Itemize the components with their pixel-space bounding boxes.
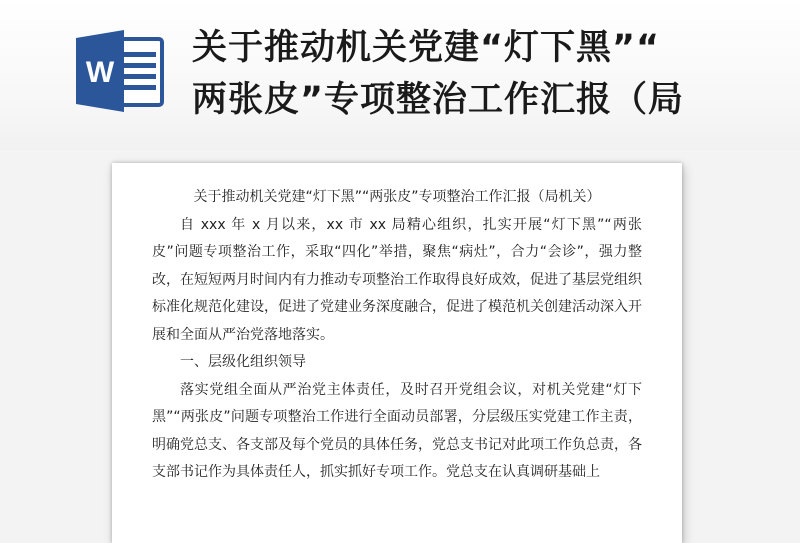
document-page <box>112 163 682 543</box>
document-title: 关于推动机关党建“灯下黑”“两张皮”专项整治工作汇报（局机关） <box>193 189 601 205</box>
banner-title-line-2: 两张皮”专项整治工作汇报（局 <box>192 80 685 120</box>
banner-title <box>192 22 752 126</box>
document-body <box>152 184 642 487</box>
section-paragraph: 落实党组全面从严治党主体责任，及时召开党组会议，对机关党建“灯下黑”“两张皮”问题专项整治工作进行全面动员部署，分层级压实党建工作主责，明确党总支、各支部及每个党员的具体任务，党总支书记对此项工作负总责，各支部书记作为具体责任人，抓实抓好专项工作。党总支在认真调研基础上 <box>152 381 642 480</box>
preview-banner <box>0 0 800 150</box>
intro-paragraph: 自 xxx 年 x 月以来，xx 市 xx 局精心组织，扎实开展“灯下黑”“两张皮”问题专项整治工作，采取“四化”举措，聚焦“病灶”，合力“会诊”，强力整改，在短短两月时间内有力推动专项整治工作取得良好成效，促进了基层党组织标准化规范化建设，促进了党建业务深度融合，促进了模范机关创建活动深入开展和全面从严治党落地落实。 <box>152 216 642 343</box>
banner-title-line-1: 关于推动机关党建“灯下黑”“ <box>192 28 661 68</box>
word-icon-letter: W <box>85 56 115 89</box>
word-icon <box>76 30 166 112</box>
section-heading: 一、层级化组织领导 <box>180 354 306 370</box>
